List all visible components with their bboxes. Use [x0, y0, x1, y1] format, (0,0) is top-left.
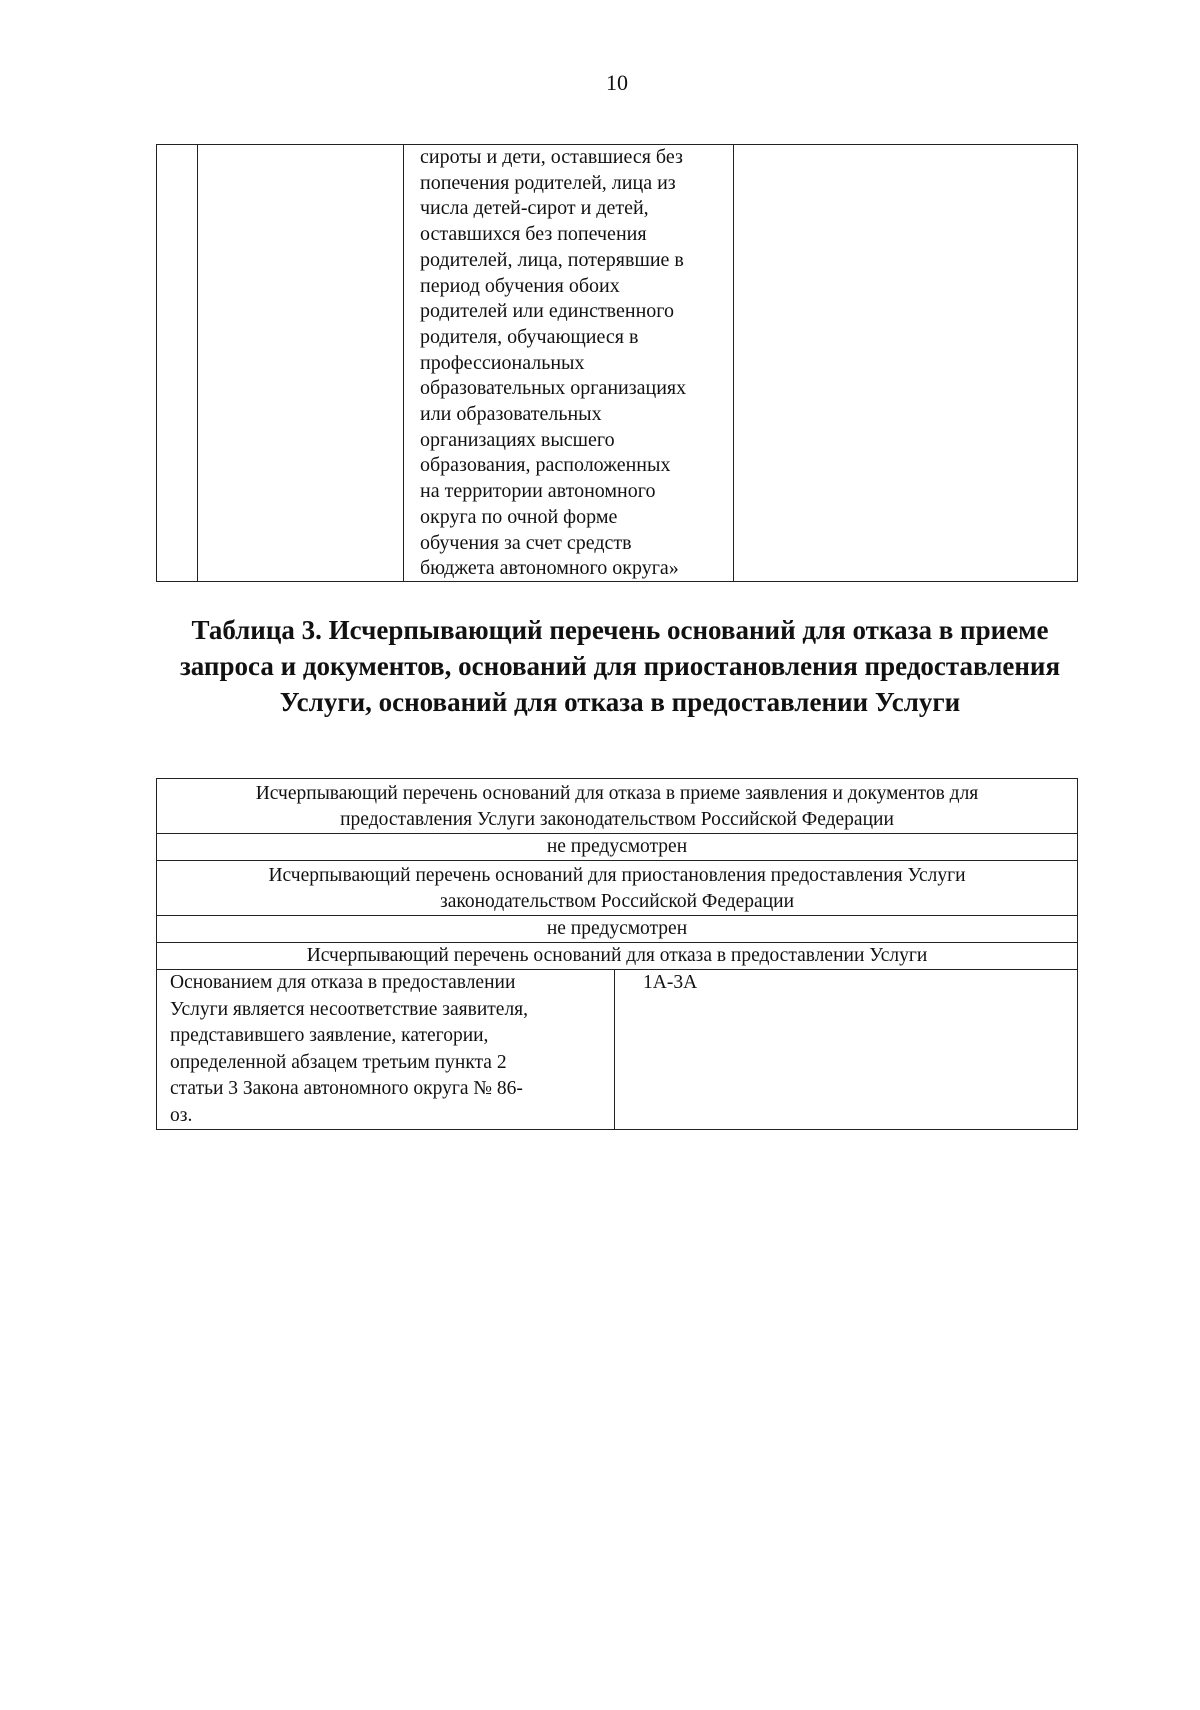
continuation-table	[156, 144, 1078, 582]
table-column-divider	[733, 145, 734, 581]
value-refusal-acceptance: не предусмотрен	[157, 834, 1077, 861]
categories-cell-text: сироты и дети, оставшиеся без попечения родителей, лица из числа детей-сирот и детей, оставшихся без попечения родителей, лица, потерявшие в период обучения обоих родителей или единственного родителя, обучающиеся в профессиональных образовательных организациях или образовательных организациях высшего образования, расположенных на территории автономного округа по очной форме обучения за счет средств бюджета автономного округа»	[420, 146, 687, 580]
table3-title: Таблица 3. Исчерпывающий перечень оснований для отказа в приеме запроса и документов, оснований для приостановления предоставления Услуги, оснований для отказа в предоставлении Услуги	[179, 615, 1061, 717]
heading-refusal-provision: Исчерпывающий перечень оснований для отказа в предоставлении Услуги	[157, 943, 1077, 970]
page-number: 10	[606, 70, 628, 95]
refusal-code-cell: 1А-3А	[643, 972, 698, 993]
table-column-divider	[197, 145, 198, 581]
heading-refusal-acceptance: Исчерпывающий перечень оснований для отказа в приеме заявления и документов для предоставления Услуги законодательством Российской Федерации	[157, 779, 1077, 834]
table-column-divider	[403, 145, 404, 581]
refusal-reason-cell: Основанием для отказа в предоставлении Услуги является несоответствие заявителя, представившего заявление, категории, определенной абзацем третьим пункта 2 статьи 3 Закона автономного округа № 86- оз.	[157, 970, 615, 1129]
value-suspension: не предусмотрен	[157, 916, 1077, 943]
table3	[156, 778, 1078, 1130]
heading-suspension: Исчерпывающий перечень оснований для приостановления предоставления Услуги законодательством Российской Федерации	[157, 861, 1077, 916]
table-row	[157, 970, 1077, 1129]
